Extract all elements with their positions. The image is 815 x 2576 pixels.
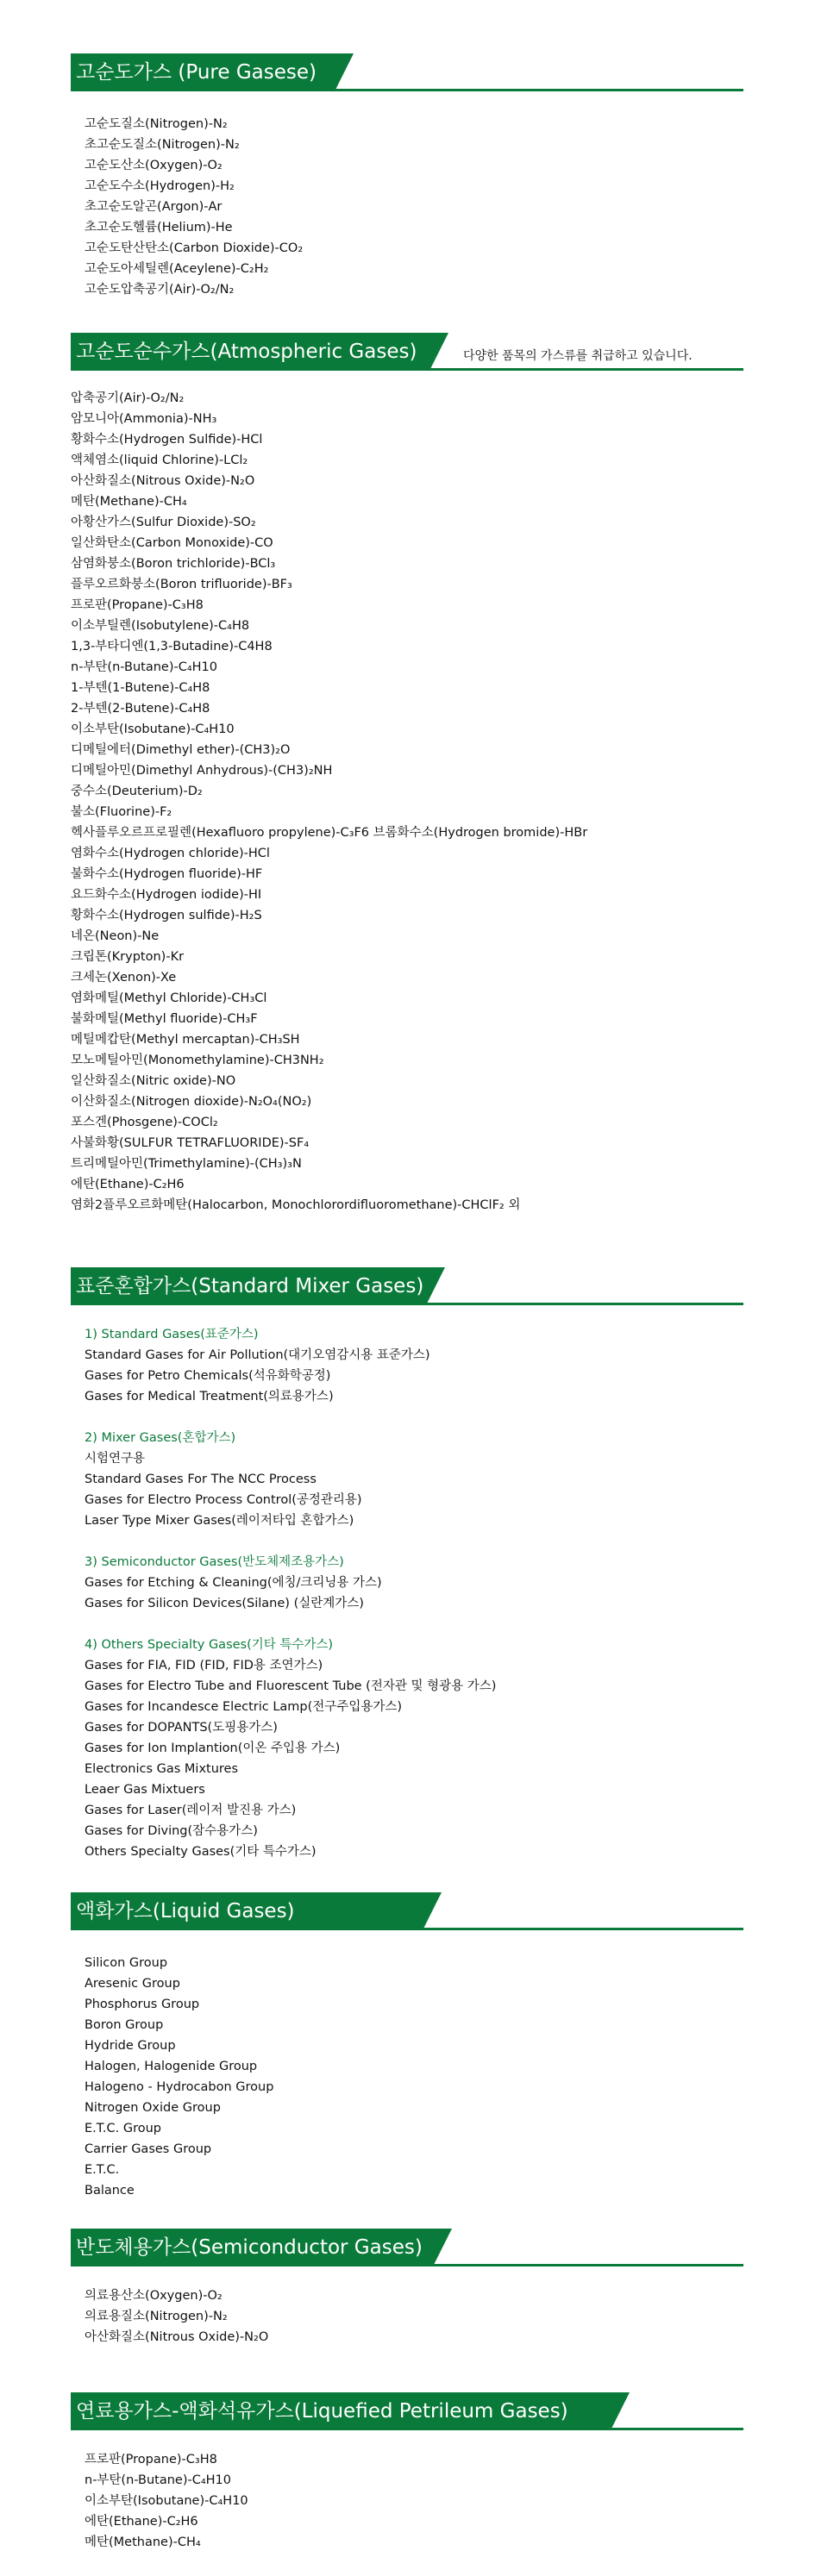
subsection-mixer-gases [85, 1428, 743, 1531]
list-item: Gases for Silicon Devices(Silane) (실란계가스) [85, 1597, 364, 1610]
list-item: Gases for Electro Process Control(공정관리용) [85, 1493, 362, 1507]
list-item: 일산화탄소(Carbon Monoxide)-CO [71, 536, 273, 550]
section-title: 반도체용가스(Semiconductor Gases) [71, 2229, 433, 2267]
list-item: 고순도질소(Nitrogen)-N₂ [85, 117, 228, 131]
list-item: Electronics Gas Mixtures [85, 1762, 239, 1776]
list-item: 이소부탄(Isobutane)-C₄H10 [85, 2494, 248, 2508]
list-item: Others Specialty Gases(기타 특수가스) [85, 1845, 317, 1859]
list-item: Silicon Group [85, 1956, 168, 1970]
list-item: 의료용질소(Nitrogen)-N₂ [85, 2310, 228, 2323]
list-item: 고순도아세틸렌(Aceylene)-C₂H₂ [85, 262, 269, 276]
section-title: 고순도순수가스(Atmospheric Gases) [71, 333, 429, 371]
list-item: 디메틸에터(Dimethyl ether)-(CH3)₂O [71, 743, 291, 757]
list-item: Carrier Gases Group [85, 2142, 212, 2156]
semiconductor-gases-section [71, 2229, 743, 2348]
list-item: 1-부텐(1-Butene)-C₄H8 [71, 681, 210, 695]
section-note: 다양한 품목의 가스류를 취급하고 있습니다. [463, 349, 693, 363]
gas-list [85, 114, 743, 300]
list-item: Hydride Group [85, 2039, 176, 2053]
atmospheric-gases-section [71, 333, 743, 1216]
list-item: Balance [85, 2184, 135, 2198]
section-header [71, 2229, 743, 2267]
subsection-heading: 3) Semiconductor Gases(반도체제조용가스) [85, 1555, 344, 1569]
list-item: 헥사플루오르프로필렌(Hexafluoro propylene)-C₃F6 브롬화수소(Hydrogen bromide)-HBr [71, 826, 588, 840]
list-item: 압축공기(Air)-O₂/N₂ [71, 391, 185, 405]
section-header [71, 1267, 743, 1305]
list-item: 1,3-부타디엔(1,3-Butadine)-C4H8 [71, 640, 273, 653]
list-item: 2-부텐(2-Butene)-C₄H8 [71, 702, 210, 716]
section-title: 고순도가스 (Pure Gasese) [71, 53, 335, 91]
gas-list [71, 388, 743, 1216]
gas-list [85, 2449, 743, 2553]
section-title: 액화가스(Liquid Gases) [71, 1892, 423, 1930]
list-item: Halogeno - Hydrocabon Group [85, 2080, 274, 2094]
list-item: 시험연구용 [85, 1452, 146, 1466]
list-item: Gases for Petro Chemicals(석유화학공정) [85, 1369, 331, 1383]
list-item: 고순도수소(Hydrogen)-H₂ [85, 179, 235, 193]
list-item: 이소부탄(Isobutane)-C₄H10 [71, 722, 235, 736]
list-item: Phosphorus Group [85, 1998, 200, 2011]
list-item: 이산화질소(Nitrogen dioxide)-N₂O₄(NO₂) [71, 1095, 312, 1109]
list-item: 액체염소(liquid Chlorine)-LCl₂ [71, 453, 248, 467]
list-item: 요드화수소(Hydrogen iodide)-HI [71, 888, 262, 902]
list-item: Gases for Etching & Cleaning(에칭/크리닝용 가스) [85, 1576, 382, 1590]
list-item: Gases for Diving(잠수용가스) [85, 1824, 258, 1838]
list-item: n-부탄(n-Butane)-C₄H10 [71, 660, 217, 674]
list-item: Leaer Gas Mixtuers [85, 1783, 205, 1797]
list-item: 고순도탄산탄소(Carbon Dioxide)-CO₂ [85, 241, 304, 255]
list-item: 염화수소(Hydrogen chloride)-HCl [71, 847, 270, 860]
list-item: Gases for Electro Tube and Fluorescent Tube (전자관 및 형광용 가스) [85, 1679, 497, 1693]
subsection-heading: 1) Standard Gases(표준가스) [85, 1328, 259, 1341]
list-item: 프로판(Propane)-C₃H8 [85, 2453, 217, 2467]
subsection-standard-gases [85, 1324, 743, 1407]
list-item: Gases for Ion Implantion(이온 주입용 가스) [85, 1741, 341, 1755]
list-item: Gases for FIA, FID (FID, FID용 조연가스) [85, 1659, 323, 1673]
list-item: 중수소(Deuterium)-D₂ [71, 785, 203, 798]
list-item: Boron Group [85, 2018, 164, 2032]
list-item: 초고순도알곤(Argon)-Ar [85, 200, 223, 214]
list-item: 에탄(Ethane)-C₂H6 [85, 2515, 198, 2529]
list-item: 삼염화붕소(Boron trichloride)-BCl₃ [71, 557, 276, 571]
list-item: 트리메틸아민(Trimethylamine)-(CH₃)₃N [71, 1157, 302, 1171]
section-title: 연료용가스-액화석유가스(Liquefied Petrileum Gases) [71, 2392, 611, 2430]
standard-mixer-gases-section [71, 1267, 743, 1862]
list-item: 메탄(Methane)-CH₄ [85, 2535, 201, 2549]
list-item: E.T.C. [85, 2163, 120, 2177]
section-title: 표준혼합가스(Standard Mixer Gases) [71, 1267, 426, 1305]
list-item: 메탄(Methane)-CH₄ [71, 495, 187, 509]
lpg-section [71, 2392, 743, 2553]
list-item: 프로판(Propane)-C₃H8 [71, 598, 204, 612]
subsection-specialty-gases [85, 1635, 743, 1862]
list-item: 초고순도헬륨(Helium)-He [85, 221, 233, 234]
subsection-heading: 4) Others Specialty Gases(기타 특수가스) [85, 1638, 334, 1652]
list-item: 염화2플루오르화메탄(Halocarbon, Monochlorordifluoromethane)-CHClF₂ 외 [71, 1198, 521, 1212]
list-item: 불화메틸(Methyl fluoride)-CH₃F [71, 1012, 258, 1026]
list-item: Gases for Incandesce Electric Lamp(전구주입용가스) [85, 1700, 402, 1714]
list-item: E.T.C. Group [85, 2122, 162, 2135]
liquid-gases-section [71, 1892, 743, 2201]
list-item: 메틸메캅탄(Methyl mercaptan)-CH₃SH [71, 1033, 300, 1047]
list-item: 포스겐(Phosgene)-COCl₂ [71, 1116, 218, 1129]
list-item: Gases for DOPANTS(도핑용가스) [85, 1721, 278, 1735]
list-item: Nitrogen Oxide Group [85, 2101, 221, 2115]
list-item: Standard Gases for Air Pollution(대기오염감시용 표준가스) [85, 1348, 430, 1362]
list-item: 염화메틸(Methyl Chloride)-CH₃Cl [71, 991, 267, 1005]
list-item: 아황산가스(Sulfur Dioxide)-SO₂ [71, 516, 256, 529]
list-item: Gases for Laser(레이저 발진용 가스) [85, 1804, 297, 1817]
list-item: 플루오르화붕소(Boron trifluoride)-BF₃ [71, 578, 292, 591]
gas-list [85, 2285, 743, 2348]
list-item: 크립톤(Krypton)-Kr [71, 950, 185, 964]
list-item: Halogen, Halogenide Group [85, 2060, 258, 2073]
list-item: Standard Gases For The NCC Process [85, 1472, 317, 1486]
list-item: 황화수소(Hydrogen Sulfide)-HCl [71, 433, 263, 447]
list-item: 사불화황(SULFUR TETRAFLUORIDE)-SF₄ [71, 1136, 310, 1150]
gas-list [85, 1953, 743, 2201]
list-item: 디메틸아민(Dimethyl Anhydrous)-(CH3)₂NH [71, 764, 333, 778]
list-item: 초고순도질소(Nitrogen)-N₂ [85, 138, 240, 152]
pure-gases-section [71, 53, 743, 300]
list-item: 이소부틸렌(Isobutylene)-C₄H8 [71, 619, 250, 633]
list-item: 고순도산소(Oxygen)-O₂ [85, 159, 223, 172]
list-item: 아산화질소(Nitrous Oxide)-N₂O [71, 474, 255, 488]
list-item: 아산화질소(Nitrous Oxide)-N₂O [85, 2330, 269, 2344]
list-item: 크세논(Xenon)-Xe [71, 971, 177, 985]
list-item: 일산화질소(Nitric oxide)-NO [71, 1074, 236, 1088]
list-item: 황화수소(Hydrogen sulfide)-H₂S [71, 909, 262, 922]
list-item: n-부탄(n-Butane)-C₄H10 [85, 2473, 231, 2487]
list-item: Laser Type Mixer Gases(레이저타입 혼합가스) [85, 1514, 354, 1528]
section-header [71, 333, 743, 371]
list-item: 불화수소(Hydrogen fluoride)-HF [71, 867, 263, 881]
section-header [71, 1892, 743, 1930]
list-item: 의료용산소(Oxygen)-O₂ [85, 2289, 223, 2303]
subsection-heading: 2) Mixer Gases(혼합가스) [85, 1431, 236, 1445]
section-header [71, 2392, 743, 2430]
list-item: Aresenic Group [85, 1977, 180, 1991]
list-item: 고순도압축공기(Air)-O₂/N₂ [85, 283, 235, 297]
list-item: Gases for Medical Treatment(의료용가스) [85, 1390, 334, 1404]
list-item: 암모니아(Ammonia)-NH₃ [71, 412, 217, 426]
list-item: 불소(Fluorine)-F₂ [71, 805, 172, 819]
list-item: 모노메틸아민(Monomethylamine)-CH3NH₂ [71, 1054, 324, 1067]
list-item: 네온(Neon)-Ne [71, 929, 160, 943]
section-header [71, 53, 743, 91]
list-item: 에탄(Ethane)-C₂H6 [71, 1178, 185, 1191]
subsection-semiconductor-gases [85, 1552, 743, 1614]
